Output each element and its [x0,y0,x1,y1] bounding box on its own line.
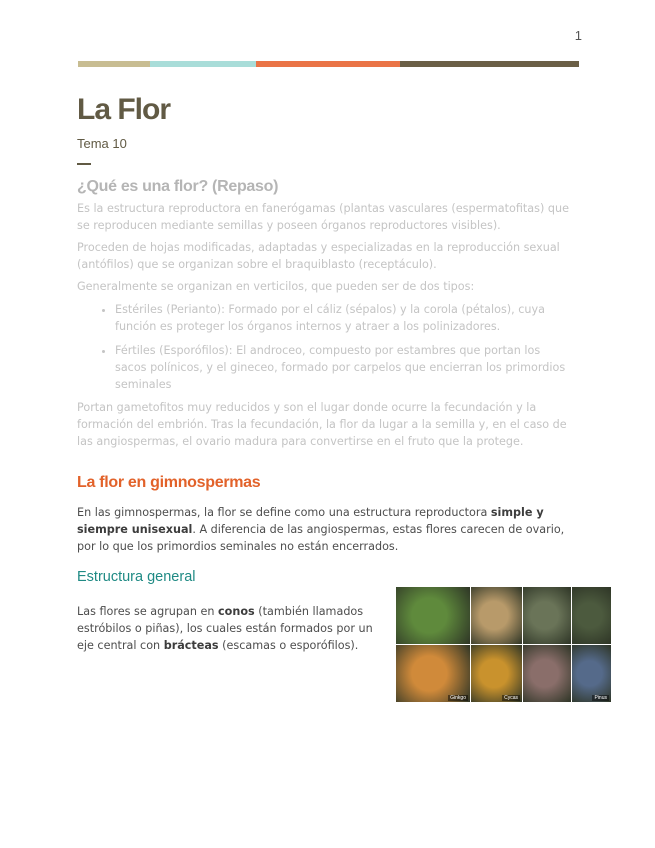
page-number: 1 [574,28,582,43]
photo-cycas-cone [471,645,522,702]
color-bar-segment-1 [78,61,150,67]
photo-cone-dark-a [523,587,571,644]
color-bar-segment-4 [400,61,579,67]
document-subtitle: Tema 10 [77,136,127,151]
list-item-esteriles: • Estériles (Perianto): Formado por el cáliz (sépalos) y la corola (pétalos), cuya función es proteger los órganos internos y atraer a los polinizadores. [115,301,571,335]
photo-pinus-cones [523,645,571,702]
header-color-bar [78,61,579,67]
photo-ginkgo-seeds [396,645,470,702]
subheading-estructura: Estructura general [77,569,196,585]
estructura-text-column [77,561,387,654]
bracteas-bold: brácteas [163,639,219,652]
verticilos-list [77,301,571,393]
conos-text-a: Las flores se agrupan en [77,605,219,618]
intro-bold: simple y siempre unisexual [77,506,544,536]
intro-text-a: En las gimnospermas, la flor se define como una estructura reproductora [77,506,491,519]
paragraph-conos [77,603,387,654]
paragraph-definition: Es la estructura reproductora en fanerógamas (plantas vasculares (espermatofitas) que se reproducen mediante semillas y poseen órganos reproductores visibles). [77,202,569,232]
paragraph-gimnospermas-intro [77,504,571,555]
document-body [77,90,571,654]
photo-caption-2: Cycas [504,695,518,701]
paragraph-origin: Proceden de hojas modificadas, adaptadas y especializadas en la reproducción sexual (antófilos) que se organizan sobre el braquiblasto (receptáculo). [77,241,560,271]
photo-caption-1: Ginkgo [450,695,466,701]
conos-bold: conos [218,605,255,618]
photo-cone-dark-b [572,587,611,644]
gymnosperm-photo-collage [396,587,612,702]
document-title: La Flor [77,93,171,126]
title-divider [77,163,91,165]
color-bar-segment-3 [256,61,400,67]
photo-caption-3: Pinus [594,695,607,701]
photo-cone-pale [471,587,522,644]
intro-text-b: . A diferencia de las angiospermas, estas flores carecen de ovario, por lo que los primordios seminales no están encerrados. [77,523,565,553]
photo-ginkgo-leaves [396,587,470,644]
color-bar-segment-2 [150,61,256,67]
paragraph-verticilos: Generalmente se organizan en verticilos, que pueden ser de dos tipos: [77,280,475,293]
section-heading-gimnospermas: La flor en gimnospermas [77,474,261,491]
conos-text-b: (también llamados estróbilos o piñas), los cuales están formados por un eje central con [77,605,373,652]
section-heading-repaso: ¿Qué es una flor? (Repaso) [77,178,279,195]
conos-text-c: (escamas o esporófilos). [218,639,359,652]
photo-pinus-blue [572,645,611,702]
paragraph-fecundacion: Portan gametofitos muy reducidos y son el lugar donde ocurre la fecundación y la formación del embrión. Tras la fecundación, la flor da lugar a la semilla y, en el caso de las angiospermas, el ovario madura para convertirse en el fruto que la protege. [77,401,567,448]
list-item-fertiles: • Fértiles (Esporófilos): El androceo, compuesto por estambres que portan los sacos polínicos, y el gineceo, formado por carpelos que encierran los primordios seminales [115,342,571,393]
